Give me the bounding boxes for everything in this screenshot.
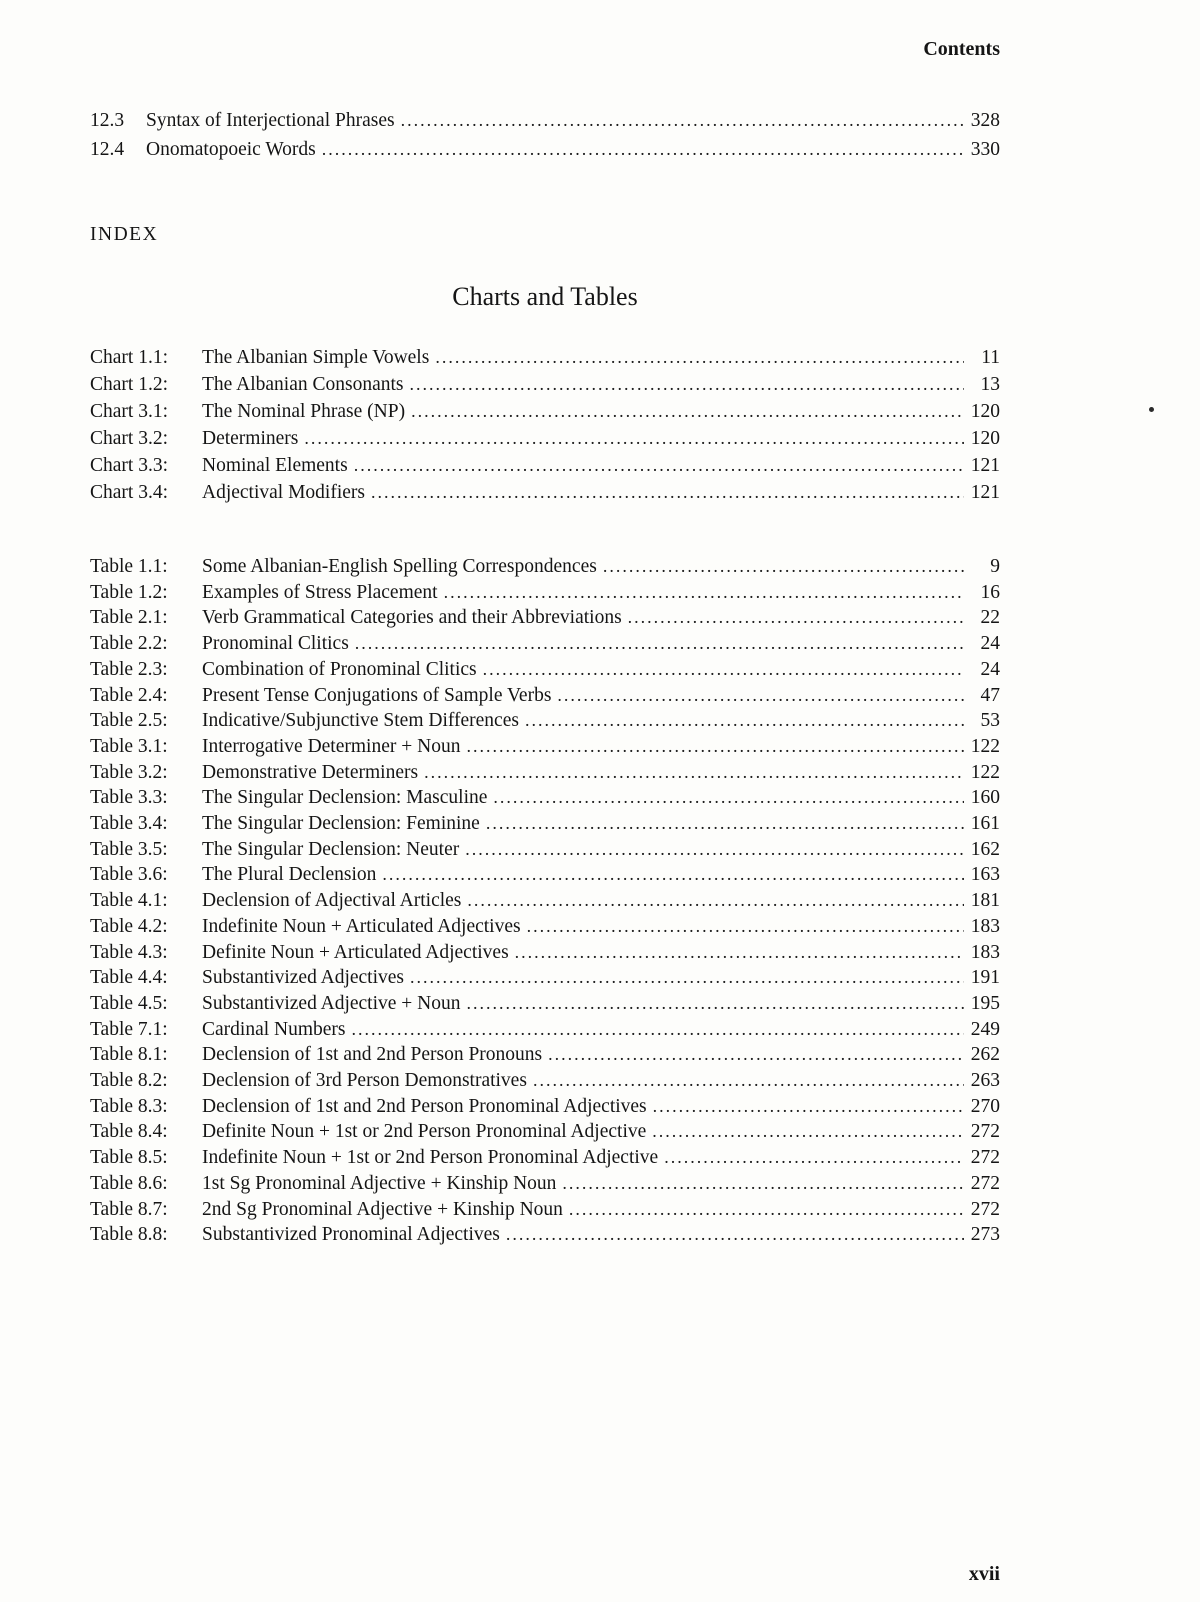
dot-leader <box>521 914 964 940</box>
toc-entry-label: Chart 1.1: <box>90 347 168 368</box>
toc-entry-page-number: 47 <box>980 684 1000 706</box>
toc-entry-title: Declension of 1st and 2nd Person Pronominal Adjectives <box>202 1095 647 1117</box>
dot-leader <box>477 657 964 683</box>
toc-entry <box>90 580 1000 606</box>
toc-entry-label: Chart 3.3: <box>90 455 168 476</box>
toc-entry-page-number: 24 <box>980 633 1000 655</box>
toc-entry-label: Table 7.1: <box>90 1018 168 1040</box>
dot-leader <box>461 888 964 914</box>
toc-entry-page-number: 161 <box>970 813 1000 835</box>
toc-entry-label: Chart 1.2: <box>90 374 168 395</box>
toc-entry-page-number: 121 <box>970 482 1000 503</box>
dot-leader <box>404 965 964 991</box>
toc-entry <box>90 760 1000 786</box>
dot-leader <box>658 1145 964 1171</box>
charts-and-tables-title: Charts and Tables <box>452 282 638 311</box>
toc-entry-title: Substantivized Adjectives <box>202 967 405 989</box>
toc-entry <box>90 940 1000 966</box>
toc-entry <box>90 371 1000 398</box>
toc-entry-title: Combination of Pronominal Clitics <box>202 658 477 680</box>
dot-leader <box>487 785 964 811</box>
toc-entry-title: Declension of Adjectival Articles <box>202 890 462 912</box>
toc-entry-title: The Albanian Simple Vowels <box>202 347 430 368</box>
toc-entry-page-number: 120 <box>970 401 1000 422</box>
toc-entry <box>90 862 1000 888</box>
toc-entry-page-number: 122 <box>970 761 1000 783</box>
dot-leader <box>461 991 965 1017</box>
dot-leader <box>405 398 964 425</box>
toc-entry-label: Table 8.2: <box>90 1070 168 1092</box>
dot-leader <box>480 811 964 837</box>
toc-entry <box>90 657 1000 683</box>
toc-entry-label: Table 1.2: <box>90 581 168 603</box>
toc-entry-title: Demonstrative Determiners <box>202 761 419 783</box>
toc-entry-label: Table 4.5: <box>90 992 168 1014</box>
toc-entry-page-number: 262 <box>970 1044 1000 1066</box>
toc-entry-page-number: 330 <box>970 139 1000 160</box>
toc-entry-label: Table 2.2: <box>90 633 168 655</box>
toc-entry-label: 12.3 <box>90 110 125 131</box>
toc-entry-label: Table 3.2: <box>90 761 168 783</box>
toc-entry-page-number: 16 <box>980 581 1000 603</box>
toc-entry-title: Definite Noun + Articulated Adjectives <box>202 941 509 963</box>
dot-leader <box>509 940 964 966</box>
toc-entry <box>90 785 1000 811</box>
dot-leader <box>376 862 964 888</box>
toc-entry-page-number: 53 <box>980 710 1000 732</box>
toc-entry-label: Table 2.1: <box>90 607 168 629</box>
toc-entry-page-number: 9 <box>990 556 1000 577</box>
toc-entry <box>90 1042 1000 1068</box>
toc-entry <box>90 452 1000 479</box>
toc-entry-label: Table 3.5: <box>90 838 168 860</box>
toc-entry-label: Table 8.8: <box>90 1224 168 1246</box>
dot-leader <box>542 1042 964 1068</box>
chart-list <box>90 344 1000 506</box>
dot-leader <box>556 1171 964 1197</box>
toc-entry <box>90 605 1000 631</box>
dot-leader <box>365 479 964 506</box>
toc-entry-label: Chart 3.1: <box>90 401 168 422</box>
dot-leader <box>500 1222 964 1248</box>
toc-entry-title: Declension of 1st and 2nd Person Pronouns <box>202 1044 543 1066</box>
toc-entry <box>90 344 1000 371</box>
toc-entry-label: 12.4 <box>90 139 125 160</box>
toc-entry-page-number: 328 <box>970 110 1000 131</box>
toc-entry-label: Table 8.1: <box>90 1044 168 1066</box>
toc-entry <box>90 135 1000 164</box>
toc-entry-page-number: 160 <box>970 787 1000 809</box>
toc-entry <box>90 1145 1000 1171</box>
toc-entry-title: Determiners <box>202 428 299 449</box>
toc-entry-label: Table 8.6: <box>90 1172 168 1194</box>
dot-leader <box>349 631 964 657</box>
toc-entry-page-number: 181 <box>970 890 1000 912</box>
toc-entry-label: Table 3.6: <box>90 864 168 886</box>
toc-entry <box>90 708 1000 734</box>
dot-leader <box>403 371 964 398</box>
toc-entry-page-number: 195 <box>970 992 1000 1014</box>
toc-entry-page-number: 22 <box>980 607 1000 629</box>
toc-entry-label: Table 1.1: <box>90 556 168 577</box>
toc-entry-page-number: 13 <box>980 374 1000 395</box>
toc-entry <box>90 1171 1000 1197</box>
toc-entry-title: The Singular Declension: Masculine <box>202 787 488 809</box>
toc-entry-label: Table 4.1: <box>90 890 168 912</box>
toc-entry-title: Indefinite Noun + 1st or 2nd Person Pronominal Adjective <box>202 1147 659 1169</box>
toc-entry-page-number: 11 <box>981 347 1000 368</box>
toc-entry-label: Table 8.4: <box>90 1121 168 1143</box>
toc-entry-label: Table 3.4: <box>90 813 168 835</box>
toc-entry-title: The Plural Declension <box>202 864 377 886</box>
toc-entry-label: Table 8.7: <box>90 1198 168 1220</box>
toc-entry-title: The Nominal Phrase (NP) <box>202 401 406 422</box>
toc-entry <box>90 1017 1000 1043</box>
toc-entry <box>90 811 1000 837</box>
toc-entry <box>90 1068 1000 1094</box>
table-list <box>90 554 1000 1248</box>
dot-leader <box>519 708 964 734</box>
index-heading: INDEX <box>90 224 159 245</box>
toc-entry-title: Verb Grammatical Categories and their Abbreviations <box>202 607 622 629</box>
toc-entry-title: Substantivized Adjective + Noun <box>202 992 461 1014</box>
dot-leader <box>551 683 964 709</box>
toc-entry-label: Table 4.2: <box>90 915 168 937</box>
toc-entry-title: Onomatopoeic Words <box>146 139 316 160</box>
toc-entry-title: Some Albanian-English Spelling Correspondences <box>202 556 597 577</box>
dot-leader <box>429 344 964 371</box>
toc-entry-title: Examples of Stress Placement <box>202 581 438 603</box>
toc-entry-title: 2nd Sg Pronominal Adjective + Kinship Noun <box>202 1198 563 1220</box>
dot-leader <box>460 734 964 760</box>
toc-entry-page-number: 122 <box>970 735 1000 757</box>
toc-entry-label: Chart 3.2: <box>90 428 168 449</box>
toc-entry-page-number: 163 <box>970 864 1000 886</box>
toc-entry-title: Declension of 3rd Person Demonstratives <box>202 1070 527 1092</box>
dot-leader <box>298 425 964 452</box>
toc-entry <box>90 1197 1000 1223</box>
toc-entry <box>90 631 1000 657</box>
toc-entry-title: The Singular Declension: Feminine <box>202 813 480 835</box>
toc-entry-page-number: 272 <box>970 1121 1000 1143</box>
toc-entry-title: The Singular Declension: Neuter <box>202 838 460 860</box>
toc-entry <box>90 1119 1000 1145</box>
toc-entry-label: Table 2.3: <box>90 658 168 680</box>
toc-entry-label: Table 3.3: <box>90 787 168 809</box>
toc-entry-page-number: 162 <box>970 838 1000 860</box>
dot-leader <box>316 135 964 164</box>
toc-entry-page-number: 272 <box>970 1172 1000 1194</box>
toc-entry-page-number: 273 <box>970 1224 1000 1246</box>
toc-entry <box>90 734 1000 760</box>
toc-entry <box>90 888 1000 914</box>
toc-entry-label: Table 2.5: <box>90 710 168 732</box>
toc-entry <box>90 479 1000 506</box>
toc-entry-label: Table 8.3: <box>90 1095 168 1117</box>
toc-entry <box>90 425 1000 452</box>
toc-entry <box>90 554 1000 580</box>
toc-top-section-list <box>90 106 1000 164</box>
toc-entry-title: Interrogative Determiner + Noun <box>202 735 461 757</box>
toc-entry-page-number: 120 <box>970 428 1000 449</box>
toc-entry-label: Table 4.4: <box>90 967 168 989</box>
toc-entry-title: Adjectival Modifiers <box>202 482 365 503</box>
toc-entry-page-number: 249 <box>970 1018 1000 1040</box>
dot-leader <box>563 1197 964 1223</box>
toc-entry-page-number: 272 <box>970 1198 1000 1220</box>
running-header-contents: Contents <box>923 38 1000 60</box>
toc-entry-title: Indicative/Subjunctive Stem Differences <box>202 710 519 732</box>
dot-leader <box>346 1017 964 1043</box>
toc-entry-page-number: 183 <box>970 915 1000 937</box>
toc-entry <box>90 1094 1000 1120</box>
dot-leader <box>527 1068 964 1094</box>
toc-entry-label: Table 8.5: <box>90 1147 168 1169</box>
toc-entry-title: Cardinal Numbers <box>202 1018 346 1040</box>
toc-entry-page-number: 270 <box>970 1095 1000 1117</box>
toc-entry-page-number: 263 <box>970 1070 1000 1092</box>
toc-entry <box>90 398 1000 425</box>
toc-entry-page-number: 191 <box>970 967 1000 989</box>
toc-entry-title: The Albanian Consonants <box>202 374 404 395</box>
toc-entry-page-number: 183 <box>970 941 1000 963</box>
toc-entry-title: Pronominal Clitics <box>202 633 349 655</box>
dot-leader <box>418 760 964 786</box>
dot-leader <box>459 837 964 863</box>
toc-entry-label: Table 4.3: <box>90 941 168 963</box>
toc-entry <box>90 683 1000 709</box>
toc-entry-page-number: 121 <box>970 455 1000 476</box>
toc-entry-title: Present Tense Conjugations of Sample Verbs <box>202 684 552 706</box>
dot-leader <box>622 605 964 631</box>
toc-entry-title: Substantivized Pronominal Adjectives <box>202 1224 500 1246</box>
scan-artifact <box>1149 407 1154 412</box>
dot-leader <box>646 1119 964 1145</box>
toc-entry-title: Indefinite Noun + Articulated Adjectives <box>202 915 521 937</box>
dot-leader <box>438 580 964 606</box>
toc-entry-title: 1st Sg Pronominal Adjective + Kinship Noun <box>202 1172 557 1194</box>
dot-leader <box>395 106 964 135</box>
toc-entry-page-number: 24 <box>980 658 1000 680</box>
dot-leader <box>597 554 964 580</box>
toc-entry-label: Table 2.4: <box>90 684 168 706</box>
toc-entry <box>90 837 1000 863</box>
toc-entry-page-number: 272 <box>970 1147 1000 1169</box>
toc-entry-title: Nominal Elements <box>202 455 348 476</box>
toc-entry-label: Table 3.1: <box>90 735 168 757</box>
toc-entry-label: Chart 3.4: <box>90 482 168 503</box>
toc-entry <box>90 991 1000 1017</box>
toc-entry <box>90 914 1000 940</box>
page-number-footer: xvii <box>968 1563 1000 1585</box>
dot-leader <box>348 452 964 479</box>
toc-entry <box>90 965 1000 991</box>
toc-entry <box>90 106 1000 135</box>
toc-entry-title: Syntax of Interjectional Phrases <box>146 110 395 131</box>
dot-leader <box>647 1094 964 1120</box>
toc-entry-title: Definite Noun + 1st or 2nd Person Pronominal Adjective <box>202 1121 647 1143</box>
toc-entry <box>90 1222 1000 1248</box>
